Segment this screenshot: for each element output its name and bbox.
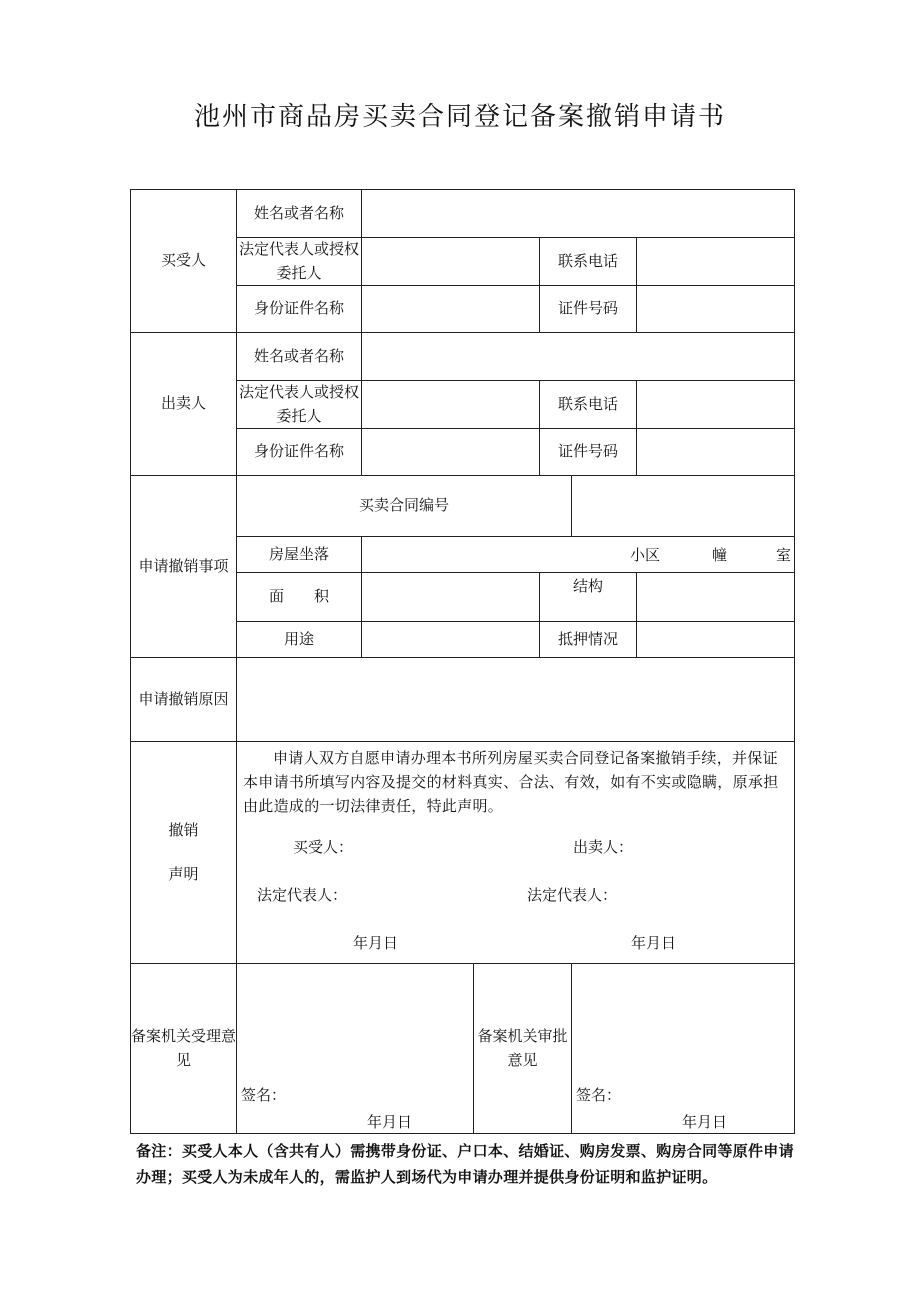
- seller-phone-label: 联系电话: [540, 381, 637, 429]
- buyer-phone-label: 联系电话: [540, 238, 637, 286]
- declaration-seller-rep: 法定代表人：: [527, 886, 618, 904]
- location-label: 房屋坐落: [237, 537, 362, 573]
- accept-sign-label: 签名：: [241, 1086, 287, 1104]
- matter-section-label: 申请撤销事项: [131, 476, 237, 658]
- declaration-label: [131, 742, 237, 964]
- structure-field[interactable]: [637, 573, 795, 622]
- page-title: 池州市商品房买卖合同登记备案撤销申请书: [193, 102, 726, 132]
- reason-field[interactable]: [237, 658, 795, 742]
- mortgage-field[interactable]: [637, 622, 795, 658]
- declaration-buyer-date: 年月日: [353, 934, 399, 952]
- buyer-rep-label: 法定代表人或授权委托人: [237, 238, 362, 286]
- declaration-label-line1: 撤销: [168, 821, 199, 840]
- contract-no-field[interactable]: [572, 476, 795, 537]
- declaration-buyer-sign: 买受人：: [293, 838, 354, 856]
- buyer-id-no-field[interactable]: [637, 286, 795, 333]
- remarks-note: 备注：买受人本人（含共有人）需携带身份证、户口本、结婚证、购房发票、购房合同等原件申请办理；买受人为未成年人的，需监护人到场代为申请办理并提供身份证明和监护证明。: [136, 1142, 794, 1186]
- buyer-name-label: 姓名或者名称: [237, 190, 362, 238]
- mortgage-label: 抵押情况: [540, 622, 637, 658]
- seller-rep-field[interactable]: [362, 381, 540, 429]
- contract-no-label: 买卖合同编号: [237, 476, 572, 537]
- declaration-text: 申请人双方自愿申请办理本书所列房屋买卖合同登记备案撤销手续，并保证本申请书所填写内容及提交的材料真实、合法、有效，如有不实或隐瞒，原承担由此造成的一切法律责任，特此声明。: [243, 749, 779, 815]
- location-field[interactable]: [362, 537, 795, 573]
- declaration-seller-date: 年月日: [631, 934, 677, 952]
- declaration-label-line2: 声明: [168, 864, 199, 883]
- buyer-id-name-label: 身份证件名称: [237, 286, 362, 333]
- location-suffix-room: 室: [776, 546, 792, 564]
- approve-opinion-label: 备案机关审批意见: [474, 964, 572, 1134]
- seller-name-field[interactable]: [362, 333, 795, 381]
- seller-id-name-label: 身份证件名称: [237, 429, 362, 476]
- buyer-phone-field[interactable]: [637, 238, 795, 286]
- approve-sign-label: 签名：: [576, 1086, 622, 1104]
- accept-date: 年月日: [367, 1113, 413, 1131]
- declaration-content: [237, 742, 795, 964]
- declaration-buyer-rep: 法定代表人：: [257, 886, 348, 904]
- location-suffix-building: 幢: [712, 546, 728, 564]
- declaration-seller-sign: 出卖人：: [573, 838, 634, 856]
- approve-date: 年月日: [682, 1113, 728, 1131]
- reason-label: 申请撤销原因: [131, 658, 237, 742]
- application-form-table: [130, 189, 795, 1134]
- accept-opinion-label: 备案机关受理意见: [131, 964, 237, 1134]
- seller-name-label: 姓名或者名称: [237, 333, 362, 381]
- accept-opinion-field[interactable]: [237, 964, 474, 1134]
- seller-id-name-field[interactable]: [362, 429, 540, 476]
- buyer-rep-field[interactable]: [362, 238, 540, 286]
- structure-label: 结构: [540, 573, 637, 622]
- usage-field[interactable]: [362, 622, 540, 658]
- seller-phone-field[interactable]: [637, 381, 795, 429]
- usage-label: 用途: [237, 622, 362, 658]
- seller-section-label: 出卖人: [131, 333, 237, 476]
- seller-id-no-field[interactable]: [637, 429, 795, 476]
- approve-opinion-field[interactable]: [572, 964, 795, 1134]
- buyer-section-label: 买受人: [131, 190, 237, 333]
- seller-rep-label: 法定代表人或授权委托人: [237, 381, 362, 429]
- area-label: 面 积: [237, 573, 362, 622]
- location-suffix-community: 小区: [630, 546, 661, 564]
- buyer-id-no-label: 证件号码: [540, 286, 637, 333]
- seller-id-no-label: 证件号码: [540, 429, 637, 476]
- buyer-name-field[interactable]: [362, 190, 795, 238]
- area-field[interactable]: [362, 573, 540, 622]
- buyer-id-name-field[interactable]: [362, 286, 540, 333]
